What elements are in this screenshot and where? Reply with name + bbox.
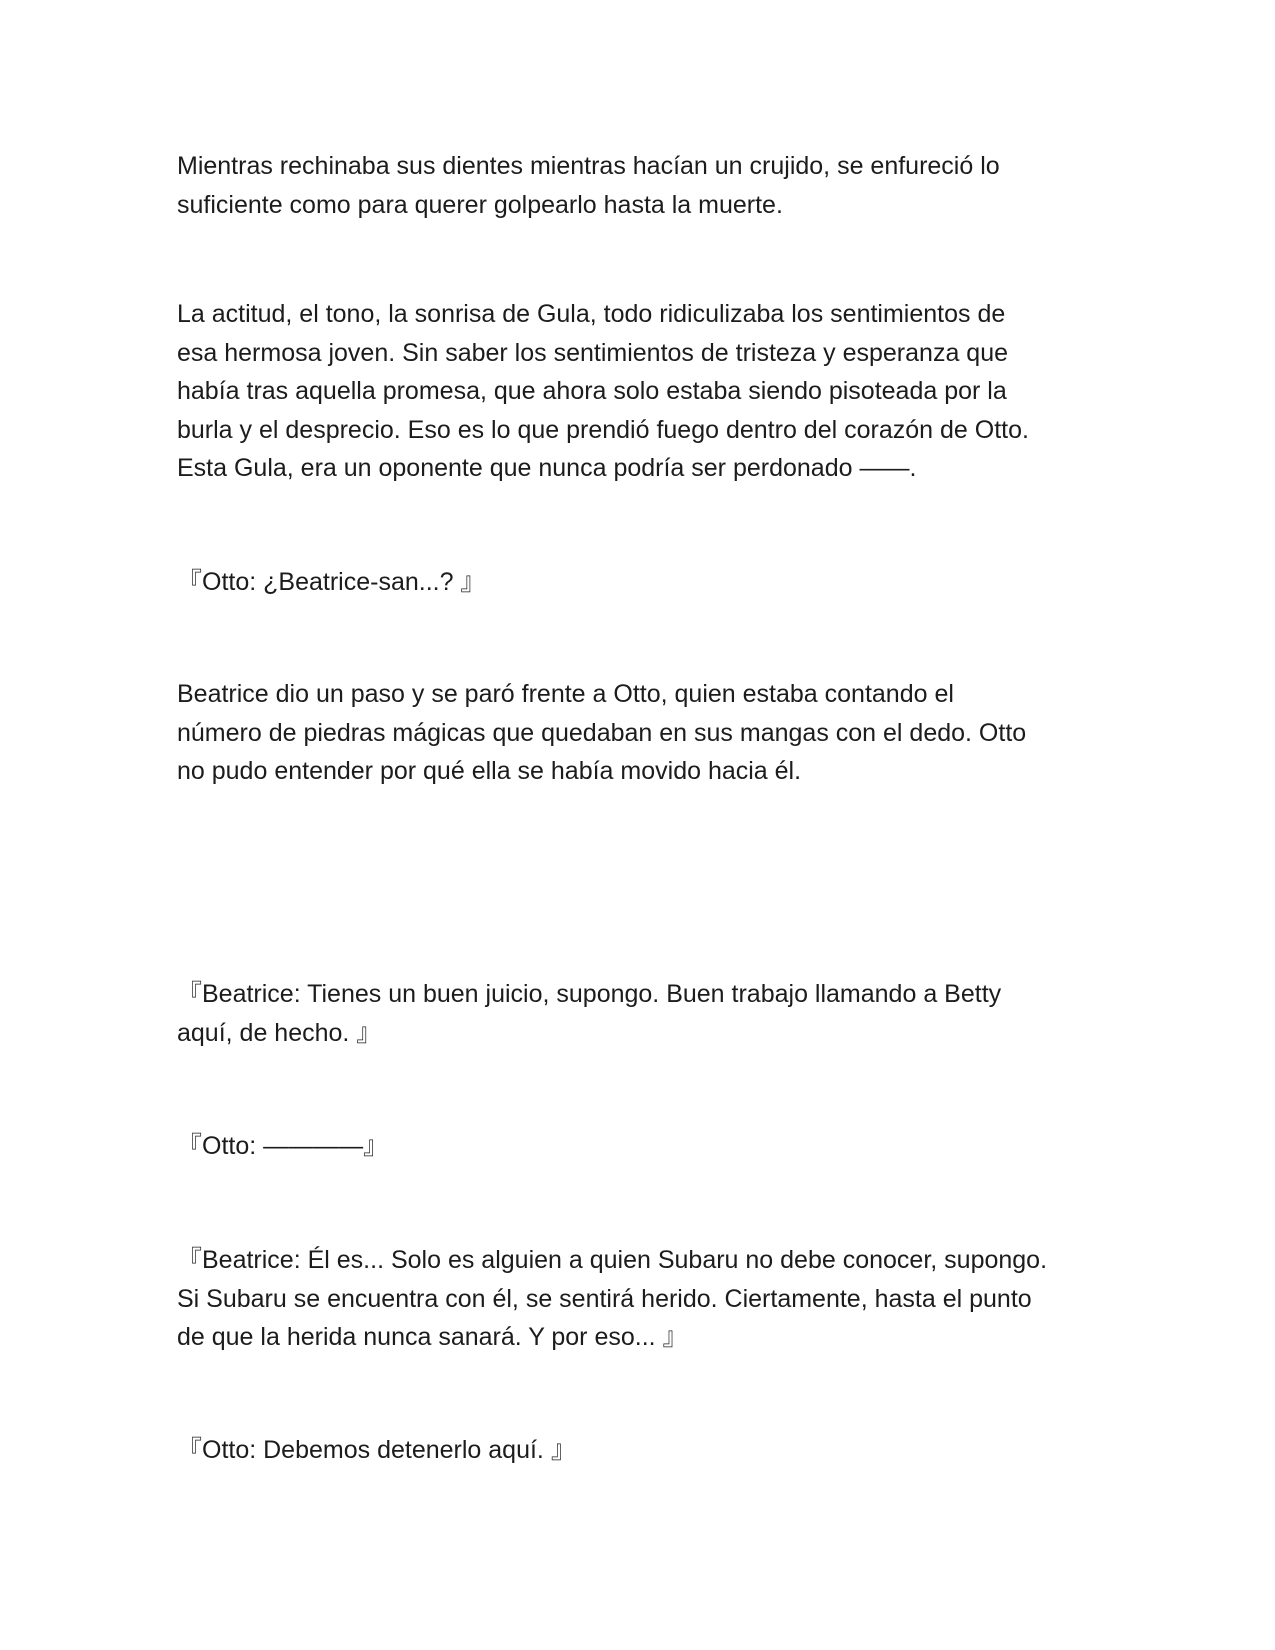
text-line: número de piedras mágicas que quedaban en sus mangas con el dedo. Otto xyxy=(177,718,1027,747)
text-line: La actitud, el tono, la sonrisa de Gula, todo ridiculizaba los sentimientos de xyxy=(177,300,1006,328)
paragraph-narration-1 xyxy=(177,147,1107,224)
text-line: 『Otto: Debemos detenerlo aquí. 』 xyxy=(177,1436,576,1464)
paragraph-narration-3 xyxy=(177,675,1107,791)
text-line: Esta Gula, era un oponente que nunca podría ser perdonado ——. xyxy=(177,454,917,482)
dialogue-otto-2 xyxy=(177,1127,1107,1166)
paragraph-narration-2 xyxy=(177,295,1107,488)
text-line: 『Beatrice: Él es... Solo es alguien a quien Subaru no debe conocer, supongo. xyxy=(177,1246,1048,1274)
dialogue-beatrice-1 xyxy=(177,975,1107,1052)
text-line: Si Subaru se encuentra con él, se sentirá herido. Ciertamente, hasta el punto xyxy=(177,1284,1032,1313)
dialogue-otto-1 xyxy=(177,563,1107,602)
text-line: burla y el desprecio. Eso es lo que prendió fuego dentro del corazón de Otto. xyxy=(177,415,1029,444)
text-line: de que la herida nunca sanará. Y por eso... 』 xyxy=(177,1323,688,1351)
text-line: había tras aquella promesa, que ahora solo estaba siendo pisoteada por la xyxy=(177,377,1007,405)
dialogue-beatrice-2 xyxy=(177,1241,1107,1357)
dialogue-otto-3 xyxy=(177,1431,1107,1470)
text-line: suficiente como para querer golpearlo hasta la muerte. xyxy=(177,190,783,219)
text-line: Mientras rechinaba sus dientes mientras hacían un crujido, se enfureció lo xyxy=(177,152,1000,180)
text-line: esa hermosa joven. Sin saber los sentimientos de tristeza y esperanza que xyxy=(177,338,1009,367)
text-line: 『Otto: ¿Beatrice-san...? 』 xyxy=(177,568,486,596)
text-line: 『Beatrice: Tienes un buen juicio, supongo. Buen trabajo llamando a Betty xyxy=(177,980,1002,1008)
text-line: 『Otto: ————』 xyxy=(177,1132,389,1160)
text-line: aquí, de hecho. 』 xyxy=(177,1018,382,1047)
text-line: no pudo entender por qué ella se había movido hacia él. xyxy=(177,757,802,785)
text-line: Beatrice dio un paso y se paró frente a Otto, quien estaba contando el xyxy=(177,680,954,708)
